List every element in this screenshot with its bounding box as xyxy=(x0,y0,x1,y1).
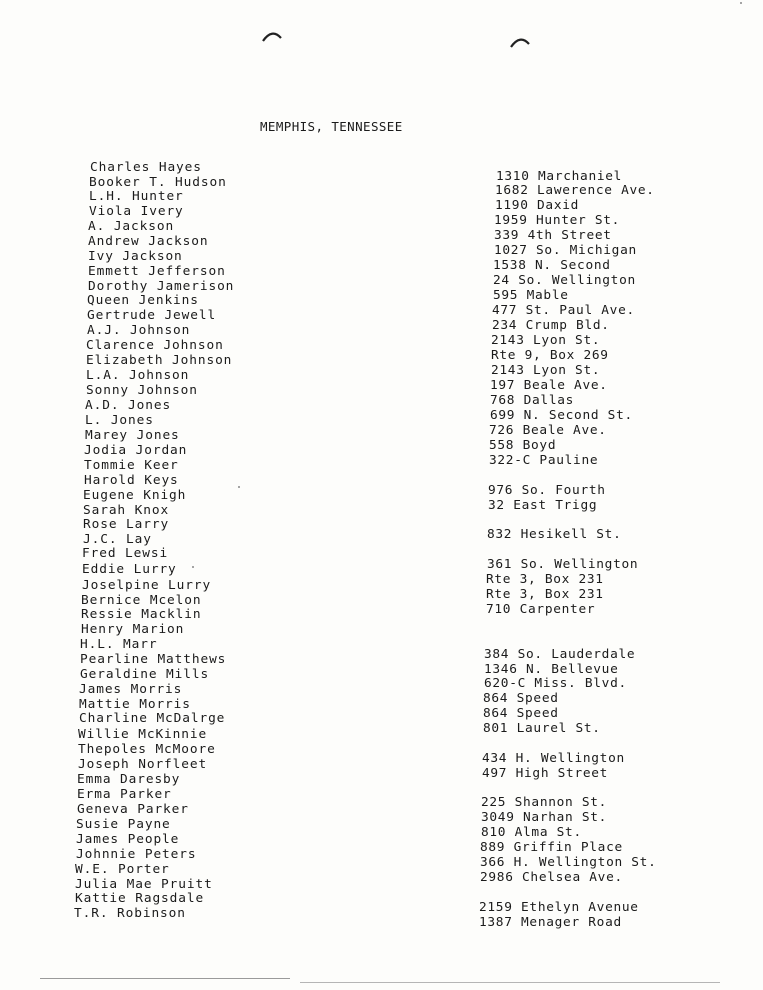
address-entry: Rte 3, Box 231 xyxy=(486,572,604,587)
name-entry: Fred Lewsi xyxy=(82,546,169,561)
address-entry: 3049 Narhan St. xyxy=(481,810,608,825)
address-entry: 976 So. Fourth xyxy=(488,483,606,498)
address-entry: 225 Shannon St. xyxy=(481,795,608,810)
name-entry: J.C. Lay xyxy=(83,532,152,547)
name-entry: Willie McKinnie xyxy=(78,727,208,742)
bottom-edge-line-left xyxy=(40,978,290,979)
address-entry: 384 So. Lauderdale xyxy=(484,647,636,662)
name-entry: Gertrude Jewell xyxy=(87,308,217,323)
name-entry: L.A. Johnson xyxy=(86,368,190,383)
address-entry: 864 Speed xyxy=(483,706,559,721)
name-entry: Erma Parker xyxy=(77,787,172,802)
address-entry: 889 Griffin Place xyxy=(480,840,623,855)
scan-speck xyxy=(740,2,742,4)
address-entry: 801 Laurel St. xyxy=(483,721,601,736)
address-entry: 361 So. Wellington xyxy=(487,557,639,572)
address-entry: 2159 Ethelyn Avenue xyxy=(479,900,639,915)
address-entry: 234 Crump Bld. xyxy=(492,318,610,333)
address-entry: 339 4th Street xyxy=(494,228,612,243)
bottom-edge-line-right xyxy=(300,982,720,983)
name-entry: Ivy Jackson xyxy=(88,249,183,264)
name-entry: Charles Hayes xyxy=(90,160,202,175)
scan-speck xyxy=(238,486,240,488)
name-entry: Mattie Morris xyxy=(79,697,191,712)
address-entry: 434 H. Wellington xyxy=(482,751,625,766)
address-entry: 1310 Marchaniel xyxy=(496,169,623,184)
address-entry: 24 So. Wellington xyxy=(493,273,636,288)
name-entry: Marey Jones xyxy=(85,428,180,443)
address-entry: 595 Mable xyxy=(493,288,569,303)
name-entry: James People xyxy=(76,832,180,847)
name-entry: Rose Larry xyxy=(83,517,170,532)
address-entry: 710 Carpenter xyxy=(486,602,596,617)
name-entry: Pearline Matthews xyxy=(80,652,227,667)
name-entry: Tommie Keer xyxy=(84,458,179,473)
address-entry: 2986 Chelsea Ave. xyxy=(480,870,623,885)
name-entry: Viola Ivery xyxy=(89,204,184,219)
address-entry: 620-C Miss. Blvd. xyxy=(484,676,627,691)
name-entry: Henry Marion xyxy=(81,622,185,637)
page-title: MEMPHIS, TENNESSEE xyxy=(260,119,403,134)
name-entry: Emma Daresby xyxy=(77,772,181,787)
address-entry: 768 Dallas xyxy=(490,393,575,408)
name-entry: Dorothy Jamerison xyxy=(88,279,235,294)
address-entry: 558 Boyd xyxy=(489,438,557,453)
name-entry: Eugene Knigh xyxy=(83,488,187,503)
address-entry: 2143 Lyon St. xyxy=(491,363,601,378)
address-entry: 2143 Lyon St. xyxy=(491,333,601,348)
address-entry: 477 St. Paul Ave. xyxy=(492,303,635,318)
name-entry: Geraldine Mills xyxy=(80,667,210,682)
name-entry: Joseph Norfleet xyxy=(78,757,208,772)
name-entry: Andrew Jackson xyxy=(88,234,209,249)
name-entry: Jodia Jordan xyxy=(84,443,188,458)
name-entry: Eddie Lurry xyxy=(82,562,177,577)
name-entry: Harold Keys xyxy=(84,473,179,488)
address-entry: 322-C Pauline xyxy=(489,453,599,468)
name-entry: Booker T. Hudson xyxy=(89,175,227,190)
name-entry: Ressie Macklin xyxy=(81,607,202,622)
name-entry: H.L. Marr xyxy=(80,637,158,652)
name-entry: Elizabeth Johnson xyxy=(86,353,233,368)
name-entry: Sarah Knox xyxy=(83,503,170,518)
address-entry: 1959 Hunter St. xyxy=(494,213,621,228)
address-entry: 32 East Trigg xyxy=(488,498,598,513)
name-entry: W.E. Porter xyxy=(75,862,170,877)
name-entry: Bernice Mcelon xyxy=(81,593,202,608)
name-entry: Thepoles McMoore xyxy=(78,742,216,757)
name-entry: Emmett Jefferson xyxy=(88,264,226,279)
name-entry: Geneva Parker xyxy=(77,802,189,817)
address-entry: 810 Alma St. xyxy=(481,825,582,840)
address-entry: 832 Hesikell St. xyxy=(487,527,622,542)
name-entry: Sonny Johnson xyxy=(86,383,198,398)
address-entry: Rte 3, Box 231 xyxy=(486,587,604,602)
name-entry: A.J. Johnson xyxy=(87,323,191,338)
name-entry: Julia Mae Pruitt xyxy=(75,877,213,892)
name-entry: Susie Payne xyxy=(76,817,171,832)
address-entry: 1387 Menager Road xyxy=(479,915,622,930)
address-entry: 497 High Street xyxy=(482,766,609,781)
name-entry: A. Jackson xyxy=(88,219,175,234)
address-entry: 1538 N. Second xyxy=(493,258,611,273)
name-entry: Clarence Johnson xyxy=(86,338,224,353)
name-entry: Kattie Ragsdale xyxy=(75,891,205,906)
name-entry: T.R. Robinson xyxy=(74,906,186,921)
address-entry: 726 Beale Ave. xyxy=(489,423,607,438)
name-entry: L.H. Hunter xyxy=(89,189,184,204)
address-entry: 1346 N. Bellevue xyxy=(484,662,619,677)
address-entry: 1190 Daxid xyxy=(495,198,580,213)
name-entry: Joselpine Lurry xyxy=(82,578,212,593)
address-entry: 197 Beale Ave. xyxy=(490,378,608,393)
address-entry: 699 N. Second St. xyxy=(490,408,633,423)
name-entry: A.D. Jones xyxy=(85,398,172,413)
name-entry: Charline McDalrge xyxy=(79,711,226,726)
address-entry: 1027 So. Michigan xyxy=(494,243,637,258)
name-entry: Queen Jenkins xyxy=(87,293,199,308)
address-entry: 366 H. Wellington St. xyxy=(480,855,657,870)
name-entry: L. Jones xyxy=(85,413,154,428)
name-entry: Johnnie Peters xyxy=(76,847,197,862)
address-entry: 864 Speed xyxy=(483,691,559,706)
scan-speck xyxy=(192,566,194,568)
address-entry: 1682 Lawerence Ave. xyxy=(495,183,655,198)
name-entry: James Morris xyxy=(79,682,183,697)
address-entry: Rte 9, Box 269 xyxy=(491,348,609,363)
